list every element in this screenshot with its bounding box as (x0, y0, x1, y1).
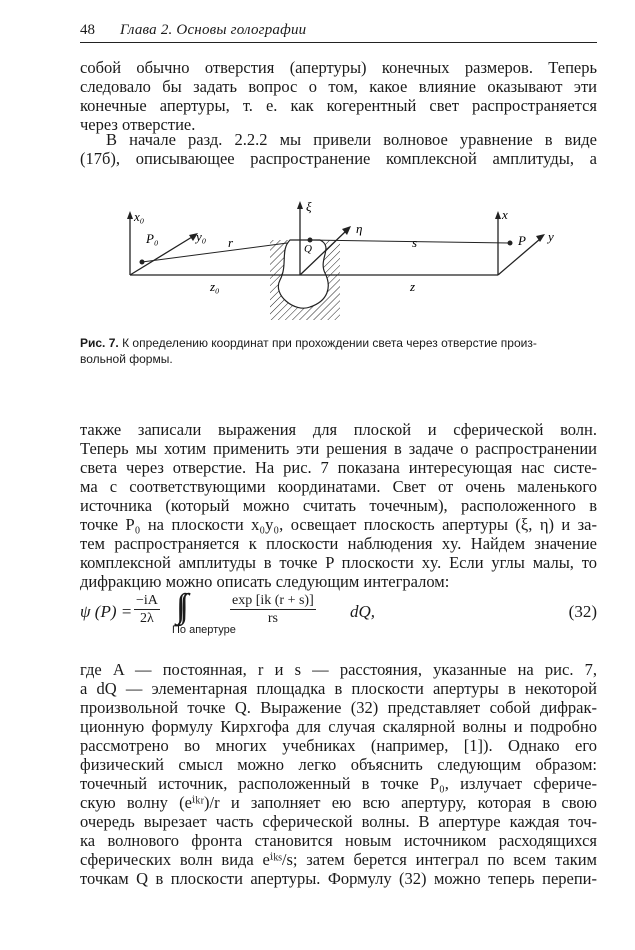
equation-fraction (230, 592, 316, 627)
point-P0 (140, 260, 145, 265)
label-x: x (502, 207, 508, 222)
paragraph-3 (80, 420, 597, 591)
caption-line: вольной формы. (80, 352, 173, 366)
equation-number: (32) (568, 602, 597, 621)
caption-label: Рис. 7. (80, 336, 119, 350)
text-line: (17б), описывающее распространение комплексной амплитуды, а (80, 149, 597, 168)
label-s: s (412, 235, 418, 250)
arrowhead (297, 201, 303, 209)
equation-lhs: ψ (P) = (80, 602, 133, 621)
text-line: комплексной амплитуды в точке P плоскости xy. Если углы малы, то (80, 553, 597, 572)
caption-text: К определению координат при прохождении света через отверстие произ- (122, 336, 537, 350)
equation-differential: dQ, (350, 602, 376, 621)
text-line: через отверстие. (80, 115, 196, 134)
fraction-denominator: rs (267, 611, 278, 626)
label-x0: x₀ (134, 209, 145, 224)
paragraph-2 (80, 130, 597, 168)
text-line: источника (который можно считать точечным), расположенного в (80, 496, 597, 515)
arrowhead (495, 211, 501, 219)
text-line: также записали выражения для плоской и сферической волн. (80, 420, 597, 439)
plane-y0-axis (130, 237, 192, 275)
text-line: произвольной точке Q. Выражение (32) представляет собой дифрак- (80, 698, 597, 717)
running-title: Глава 2. Основы голографии (120, 22, 307, 38)
coefficient-numerator: −iA (136, 593, 158, 608)
text-line: точечный источник, расположенный в точке P₀, излучает сфериче- (80, 774, 597, 793)
text-line: точкам Q в плоскости апертуры. Формулу (32) можно теперь перепи- (80, 869, 597, 888)
text-line: точке P₀ на плоскости x₀y₀, освещает плоскость апертуры (ξ, η) и за- (80, 515, 597, 534)
figure-7-diagram (120, 195, 570, 325)
integral-domain: По апертуре (172, 624, 236, 636)
label-z: z (410, 279, 416, 294)
label-xi: ξ (306, 199, 312, 214)
text-line: ка волнового фронта становится новым источником расходящихся (80, 831, 597, 850)
arrowhead (127, 211, 133, 219)
label-P0: P₀ (146, 231, 159, 246)
label-Q: Q (304, 243, 312, 255)
equation-coefficient (134, 592, 160, 627)
double-integral-sign: ∫∫ (176, 588, 183, 625)
text-line: дифракцию можно описать следующим интегралом: (80, 572, 450, 591)
text-line: очередь вырезает часть сферической волны. В апертуре каждая точ- (80, 812, 597, 831)
text-line: В начале разд. 2.2.2 мы привели волновое уравнение в виде (106, 130, 597, 149)
figure-caption (80, 335, 597, 367)
paragraph-4 (80, 660, 597, 888)
paragraph-1 (80, 58, 597, 134)
page-header (80, 20, 597, 43)
text-line: собой обычно отверстия (апертуры) конечных размеров. Теперь (80, 58, 597, 77)
text-line: следовало бы задать вопрос о том, какое влияние оказывают эти (80, 77, 597, 96)
coefficient-denominator: 2λ (140, 611, 154, 626)
label-y: y (548, 229, 554, 244)
text-line: сферических волн вида eⁱᵏˢ/s; затем берется интеграл по всем таким (80, 850, 597, 869)
text-line: скую волну (eⁱᵏʳ)/r и заполняет ею всю апертуру, которая в свою (80, 793, 597, 812)
label-z0: z₀ (210, 279, 220, 294)
text-line: где A — постоянная, r и s — расстояния, указанные на рис. 7, (80, 660, 597, 679)
fraction-numerator: exp [ik (r + s)] (232, 593, 314, 608)
text-line: конечные апертуры, т. е. как когерентный свет распространяется (80, 96, 597, 115)
text-line: света через отверстие. На рис. 7 показана интересующая нас систе- (80, 458, 597, 477)
caption-line (80, 335, 597, 351)
page-number: 48 (80, 22, 95, 38)
text-line: a dQ — элементарная площадка в плоскости апертуры в некоторой (80, 679, 597, 698)
text-line: физический смысл можно легко объяснить следующим образом: (80, 755, 597, 774)
text-line: тем распространяется к плоскости наблюдения xy. Найдем значение (80, 534, 597, 553)
point-P (508, 241, 513, 246)
text-line: рассмотрено во многих учебниках (например, [1]). Однако его (80, 736, 597, 755)
label-eta: η (356, 221, 363, 236)
label-r: r (228, 235, 234, 250)
text-line: Теперь мы хотим применить эти решения в задаче о распространении (80, 439, 597, 458)
label-P: P (518, 233, 526, 248)
text-line: ма с соответствующими координатами. Свет от очень маленького (80, 477, 597, 496)
equation-32 (80, 590, 597, 646)
text-line: ционную формулу Кирхгофа для случая скалярной волны и подробно (80, 717, 597, 736)
label-y0: y₀ (196, 229, 207, 244)
